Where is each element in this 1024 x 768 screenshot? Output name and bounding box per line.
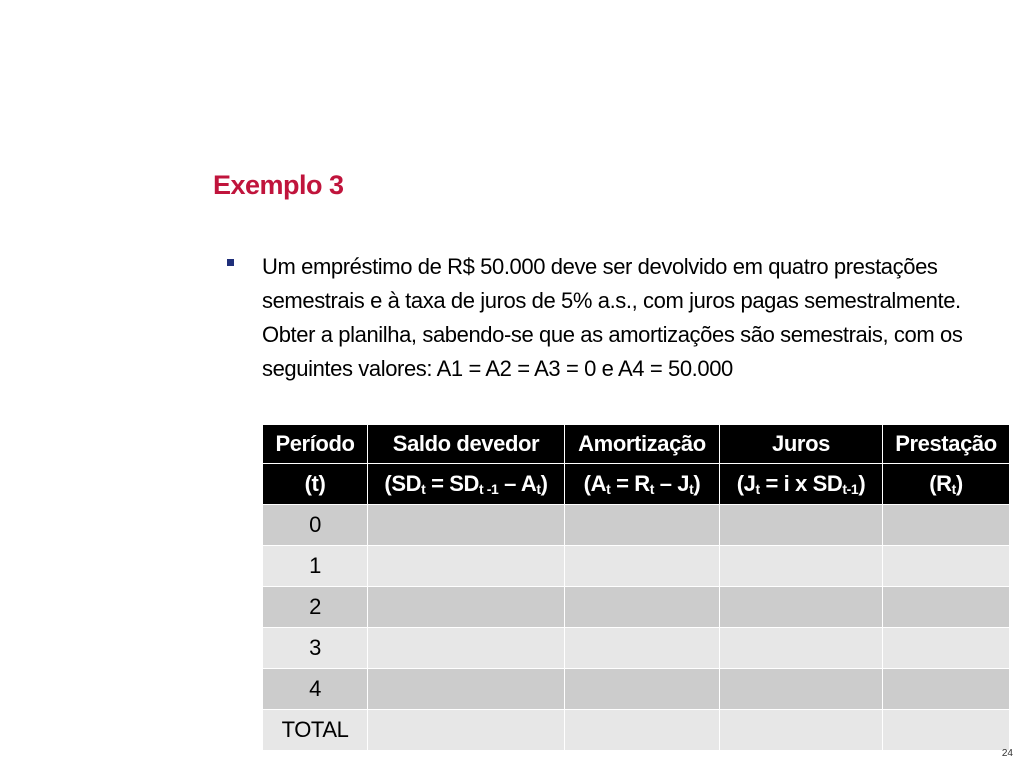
amortizacao-cell	[565, 628, 720, 669]
header-amortizacao: Amortização	[565, 425, 720, 464]
saldo-cell	[368, 669, 565, 710]
amortizacao-cell	[565, 669, 720, 710]
table-row	[263, 505, 1010, 546]
period-cell: 0	[263, 505, 368, 546]
table-formula-row	[263, 464, 1010, 505]
amortizacao-cell	[565, 710, 720, 751]
formula-saldo: $(SD_t = SD_{t -1} - A_t)$	[368, 464, 565, 505]
saldo-cell	[368, 505, 565, 546]
saldo-cell	[368, 587, 565, 628]
saldo-cell	[368, 628, 565, 669]
formula-juros: ($J_t = i$ x $SD_{t-1}$)	[720, 464, 883, 505]
header-juros: Juros	[720, 425, 883, 464]
formula-amortizacao: $(A_t = R_t - J_t)$	[565, 464, 720, 505]
amortizacao-cell	[565, 546, 720, 587]
saldo-cell	[368, 546, 565, 587]
header-saldo-devedor: Saldo devedor	[368, 425, 565, 464]
amortizacao-cell	[565, 505, 720, 546]
amortization-table	[262, 424, 1010, 751]
table-row	[263, 628, 1010, 669]
table-row	[263, 546, 1010, 587]
prestacao-cell	[883, 505, 1010, 546]
amortizacao-cell	[565, 587, 720, 628]
juros-cell	[720, 587, 883, 628]
table-row	[263, 669, 1010, 710]
bullet-text: Um empréstimo de R$ 50.000 deve ser devolvido em quatro prestações semestrais e à taxa de juros de 5% a.s., com juros pagas semestralmente. Obter a planilha, sabendo-se que as amortizações são semestrais, com os seguintes valores: A1 = A2 = A3 = 0 e A4 = 50.000	[262, 254, 963, 381]
header-periodo: Período	[263, 425, 368, 464]
period-cell: 1	[263, 546, 368, 587]
header-prestacao: Prestação	[883, 425, 1010, 464]
slide-title: Exemplo 3	[213, 170, 344, 200]
table-header-row	[263, 425, 1010, 464]
period-cell: 4	[263, 669, 368, 710]
prestacao-cell	[883, 546, 1010, 587]
table-total-row	[263, 710, 1010, 751]
period-cell: 3	[263, 628, 368, 669]
prestacao-cell	[883, 587, 1010, 628]
prestacao-cell	[883, 710, 1010, 751]
prestacao-cell	[883, 628, 1010, 669]
formula-prestacao: $(R_t)$	[883, 464, 1010, 505]
saldo-cell	[368, 710, 565, 751]
juros-cell	[720, 546, 883, 587]
juros-cell	[720, 669, 883, 710]
page-number: 24	[1001, 748, 1013, 759]
prestacao-cell	[883, 669, 1010, 710]
period-cell: TOTAL	[263, 710, 368, 751]
period-cell: 2	[263, 587, 368, 628]
juros-cell	[720, 505, 883, 546]
juros-cell	[720, 710, 883, 751]
juros-cell	[720, 628, 883, 669]
formula-periodo: (t)	[263, 464, 368, 505]
table-row	[263, 587, 1010, 628]
square-bullet-icon	[227, 259, 234, 266]
